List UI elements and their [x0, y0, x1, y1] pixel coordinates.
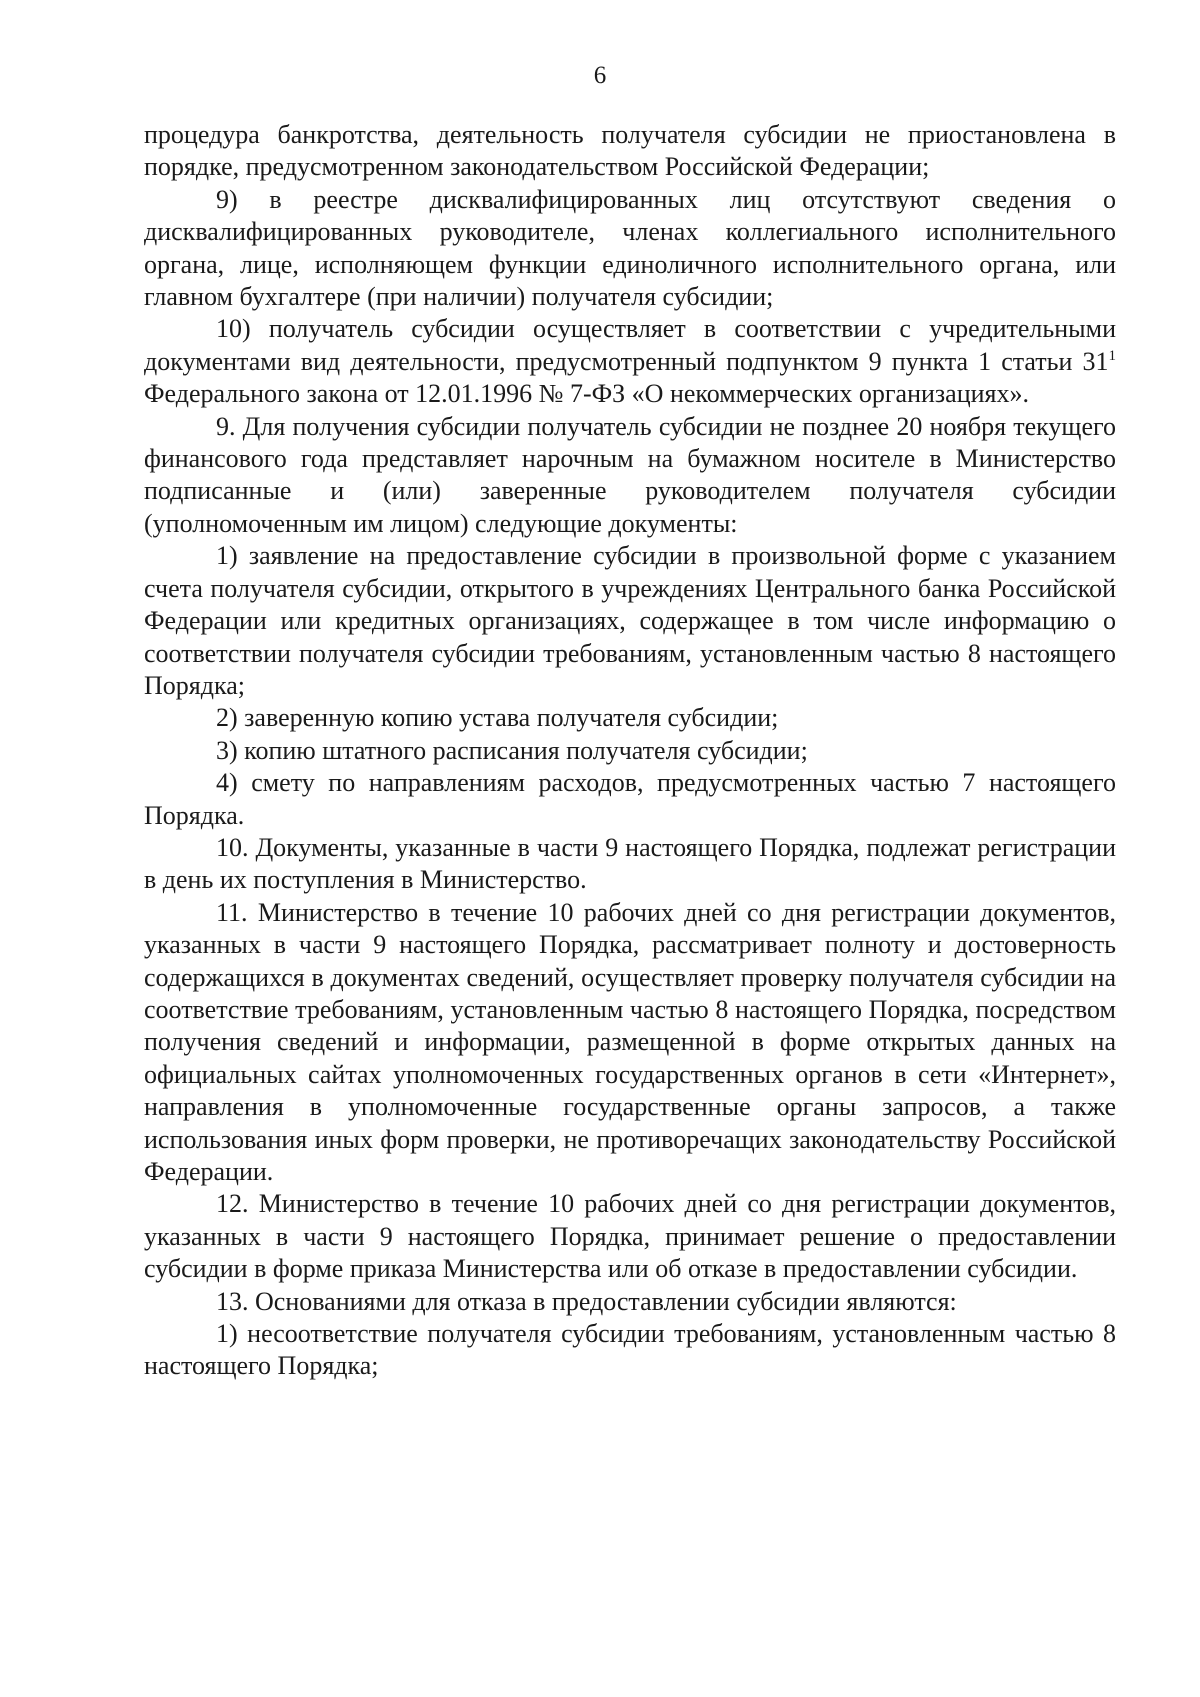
paragraph-item-10-activity	[144, 313, 1116, 410]
paragraph-bankruptcy-continuation: процедура банкротства, деятельность получателя субсидии не приостановлена в порядке, предусмотренном законодательством Российской Федерации;	[144, 120, 1116, 182]
paragraph-section-12: 12. Министерство в течение 10 рабочих дней со дня регистрации документов, указанных в части 9 настоящего Порядка, принимает решение о предоставлении субсидии в форме приказа Министерства или об отказе в предоставлении субсидии.	[144, 1189, 1116, 1284]
paragraph-section-13: 13. Основаниями для отказа в предоставлении субсидии являются:	[216, 1286, 957, 1316]
paragraph-item-9-disqualified: 9) в реестре дисквалифицированных лиц отсутствуют сведения о дисквалифицированных руководителе, членах коллегиального исполнительного органа, лице, исполняющем функции единоличного исполнительного органа, или главном бухгалтере (при наличии) получателя субсидии;	[144, 184, 1116, 312]
paragraph-section-11: 11. Министерство в течение 10 рабочих дней со дня регистрации документов, указанных в части 9 настоящего Порядка, рассматривает полноту и достоверность содержащихся в документах сведений, осуществляет проверку получателя субсидии на соответствие требованиям, установленным частью 8 настоящего Порядка, посредством получения сведений и информации, размещенной в форме открытых данных на официальных сайтах уполномоченных государственных органов в сети «Интернет», направления в уполномоченные государственные органы запросов, а также использования иных форм проверки, не противоречащих законодательству Российской Федерации.	[144, 897, 1116, 1186]
paragraph-doc-3-staffing: 3) копию штатного расписания получателя субсидии;	[216, 735, 808, 765]
paragraph-section-9: 9. Для получения субсидии получатель субсидии не позднее 20 ноября текущего финансового года представляет нарочным на бумажном носителе в Министерство подписанные и (или) заверенные руководителем получателя субсидии (уполномоченным им лицом) следующие документы:	[144, 411, 1116, 538]
paragraph-doc-1-application: 1) заявление на предоставление субсидии в произвольной форме с указанием счета получателя субсидии, открытого в учреждениях Центрального банка Российской Федерации или кредитных организациях, содержащее в том числе информацию о соответствии получателя субсидии требованиям, установленным частью 8 настоящего Порядка;	[144, 541, 1116, 700]
paragraph-doc-2-charter: 2) заверенную копию устава получателя субсидии;	[216, 703, 779, 733]
paragraph-item-10-text-after: Федерального закона от 12.01.1996 № 7-ФЗ «О некоммерческих организациях».	[144, 379, 1029, 409]
document-body	[144, 119, 1116, 1383]
page-number: 6	[593, 62, 607, 89]
paragraph-doc-4-estimate: 4) смету по направлениям расходов, предусмотренных частью 7 настоящего Порядка.	[144, 768, 1116, 830]
paragraph-item-10-text: 10) получатель субсидии осуществляет в соответствии с учредительными документами вид деятельности, предусмотренный подпунктом 9 пункта 1 статьи 31	[144, 314, 1116, 376]
paragraph-section-10: 10. Документы, указанные в части 9 настоящего Порядка, подлежат регистрации в день их поступления в Министерство.	[144, 832, 1116, 895]
paragraph-refusal-1: 1) несоответствие получателя субсидии требованиям, установленным частью 8 настоящего Порядка;	[144, 1319, 1116, 1381]
superscript-article-index: 1	[1108, 347, 1116, 364]
